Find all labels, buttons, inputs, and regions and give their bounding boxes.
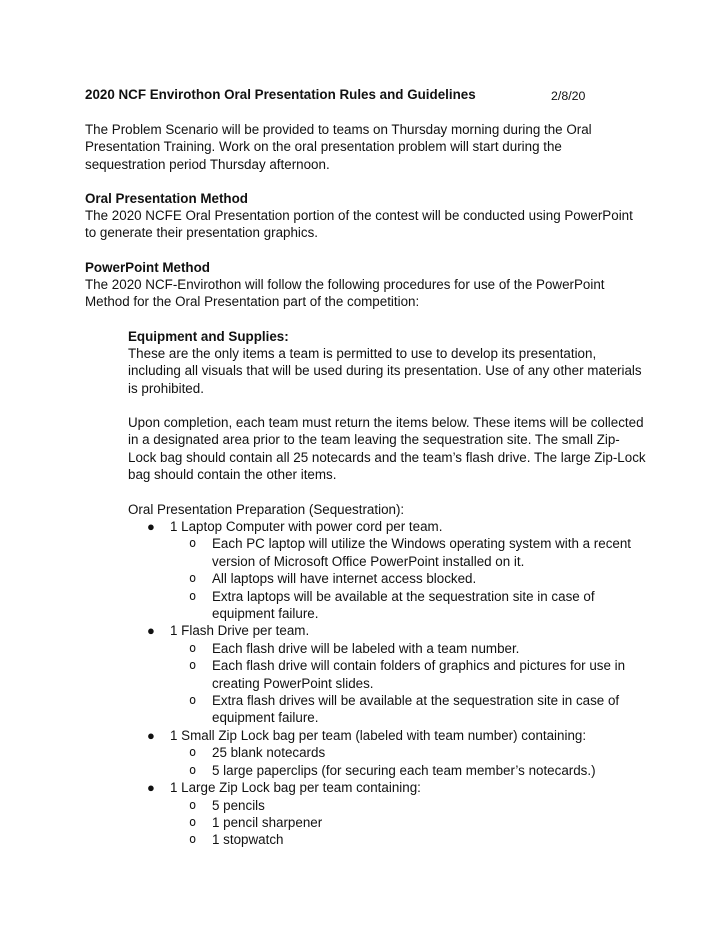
document-date: 2/8/20 xyxy=(551,89,586,103)
list-item xyxy=(128,622,648,726)
equipment-paragraph: These are the only items a team is permitted to use to develop its presentation, including all visuals that will be used during its presentation. Use of any other materials is prohibited. xyxy=(128,346,642,396)
powerpoint-paragraph: The 2020 NCF-Envirothon will follow the following procedures for use of the PowerPoint Method for the Oral Presentation part of the competition: xyxy=(85,277,605,310)
sub-list-item-text: 5 large paperclips (for securing each team member’s notecards.) xyxy=(212,762,596,778)
sub-list-item xyxy=(170,692,648,727)
sub-list-item-text: 1 pencil sharpener xyxy=(212,814,323,830)
sub-list-item-text: Extra laptops will be available at the sequestration site in case of equipment failure. xyxy=(212,588,595,622)
sub-list xyxy=(170,797,648,849)
list-item-text: 1 Small Zip Lock bag per team (labeled with team number) containing: xyxy=(170,727,587,743)
sub-list-item-text: Each flash drive will contain folders of graphics and pictures for use in creating PowerPoint slides. xyxy=(212,658,626,691)
bullet-icon: ● xyxy=(147,519,155,534)
list-item xyxy=(128,727,648,779)
sub-list-item xyxy=(170,797,648,814)
circle-bullet-icon: o xyxy=(189,797,197,812)
circle-bullet-icon: o xyxy=(189,762,197,777)
sub-list-item-text: Extra flash drives will be available at the sequestration site in case of equipment failure. xyxy=(212,693,620,726)
prep-label: Oral Presentation Preparation (Sequestration): xyxy=(128,502,405,517)
powerpoint-heading: PowerPoint Method xyxy=(85,260,210,275)
sub-list-item-text: 25 blank notecards xyxy=(212,745,326,761)
sub-list-item xyxy=(170,744,648,761)
sub-list xyxy=(170,535,648,622)
document-title: 2020 NCF Envirothon Oral Presentation Rules and Guidelines xyxy=(85,87,476,102)
circle-bullet-icon: o xyxy=(189,814,197,829)
circle-bullet-icon: o xyxy=(189,832,197,847)
sub-list-item xyxy=(170,570,648,587)
list-item xyxy=(128,518,648,622)
title-row xyxy=(85,86,645,106)
list-item-text: 1 Flash Drive per team. xyxy=(170,623,310,639)
circle-bullet-icon: o xyxy=(189,640,197,655)
sub-list xyxy=(170,744,648,779)
bullet-icon: ● xyxy=(147,623,155,639)
bullet-icon: ● xyxy=(147,780,155,796)
sub-list xyxy=(170,640,648,727)
sub-list-item-text: Each PC laptop will utilize the Windows operating system with a recent version of Microsoft Office PowerPoint installed on it. xyxy=(212,536,632,569)
sub-list-item xyxy=(170,657,648,692)
circle-bullet-icon: o xyxy=(189,745,197,760)
supplies-list xyxy=(128,518,648,849)
method-paragraph: The 2020 NCFE Oral Presentation portion of the contest will be conducted using PowerPoint to generate their presentation graphics. xyxy=(85,208,633,241)
sub-list-item xyxy=(170,535,648,570)
intro-paragraph: The Problem Scenario will be provided to teams on Thursday morning during the Oral Presentation Training. Work on the oral presentation problem will start during the sequestration period Thursday afternoon. xyxy=(85,122,592,172)
return-paragraph: Upon completion, each team must return the items below. These items will be collected in a designated area prior to the team leaving the sequestration site. The small Zip-Lock bag should contain all 25 notecards and the team’s flash drive. The large Zip-Lock bag should contain the other items. xyxy=(128,415,646,483)
circle-bullet-icon: o xyxy=(189,693,197,708)
bullet-icon: ● xyxy=(147,727,155,743)
circle-bullet-icon: o xyxy=(189,571,197,586)
sub-list-item-text: All laptops will have internet access blocked. xyxy=(212,571,477,587)
sub-list-item-text: 5 pencils xyxy=(212,797,265,813)
list-item-text: 1 Large Zip Lock bag per team containing: xyxy=(170,780,421,796)
method-heading: Oral Presentation Method xyxy=(85,191,248,206)
list-item xyxy=(128,779,648,849)
list-item-text: 1 Laptop Computer with power cord per team. xyxy=(170,519,443,534)
sub-list-item xyxy=(170,814,648,831)
sub-list-item xyxy=(170,588,648,623)
sub-list-item xyxy=(170,831,648,848)
sub-list-item-text: 1 stopwatch xyxy=(212,832,284,848)
circle-bullet-icon: o xyxy=(189,536,197,551)
equipment-heading: Equipment and Supplies: xyxy=(128,329,289,344)
sub-list-item-text: Each flash drive will be labeled with a team number. xyxy=(212,640,520,656)
circle-bullet-icon: o xyxy=(189,588,197,603)
sub-list-item xyxy=(170,640,648,657)
circle-bullet-icon: o xyxy=(189,658,197,673)
sub-list-item xyxy=(170,762,648,779)
